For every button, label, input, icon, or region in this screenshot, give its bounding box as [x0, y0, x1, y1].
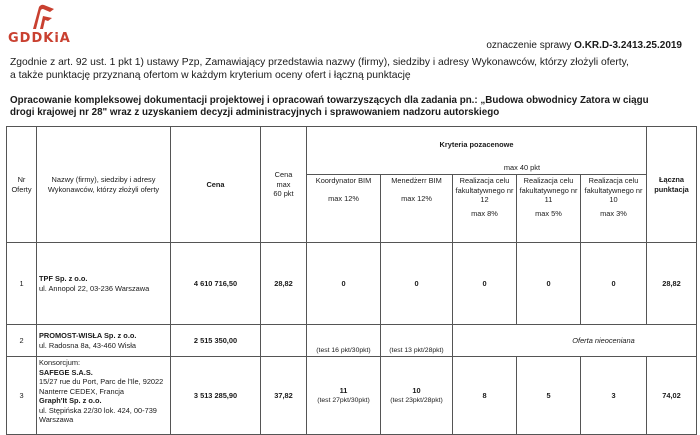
price-points-cell: 28,82 — [261, 243, 307, 325]
table-row — [7, 357, 697, 435]
header-price: Cena — [171, 127, 261, 243]
bim-manager-cell: 10 (test 23pkt/28pkt) — [381, 357, 453, 435]
offer-status: Oferta nieoceniana — [453, 325, 697, 357]
bidder-name: Graph'It Sp. z o.o. — [39, 396, 102, 405]
intro-line: Zgodnie z art. 92 ust. 1 pkt 1) ustawy Pzp, Zamawiający przedstawia nazwy (firmy), siedziby i adresy Wykonawców, którzy złożyli oferty, — [10, 57, 629, 68]
row-nr: 3 — [7, 357, 37, 435]
optional-goal-11-cell: 5 — [517, 357, 581, 435]
price-cell: 3 513 285,90 — [171, 357, 261, 435]
header-price-max: Cena max 60 pkt — [261, 127, 307, 243]
header-bim-manager: Menedżerr BIM max 12% — [381, 175, 453, 243]
total-cell: 28,82 — [647, 243, 697, 325]
total-cell: 74,02 — [647, 357, 697, 435]
bidder-cell — [37, 357, 171, 435]
bidder-cell — [37, 325, 171, 357]
intro-line: a także punktację przyznaną ofertom w każdym kryterium oceny ofert i łączną punktację — [10, 70, 411, 81]
bidder-address: ul. Stępińska 22/30 lok. 424, 00-739 — [39, 405, 157, 415]
price-points-cell: 37,82 — [261, 357, 307, 435]
bidder-name: TPF Sp. z o.o. — [39, 274, 88, 283]
header-optional-goal-11: Realizacja celu fakultatywnego nr 11 max 5% — [517, 175, 581, 243]
bidder-address: ul. Annopol 22, 03-236 Warszawa — [39, 283, 150, 293]
contract-subject — [10, 95, 700, 119]
case-reference-number: O.KR.D-3.2413.25.2019 — [574, 40, 682, 51]
row-nr: 2 — [7, 325, 37, 357]
header-optional-goal-12: Realizacja celu fakultatywnego nr 12 max 8% — [453, 175, 517, 243]
gddkia-logo — [8, 4, 78, 44]
subject-line: drogi krajowej nr 28" wraz z uzyskaniem decyzji administracyjnych i sprawowaniem nadzoru autorskiego — [10, 107, 500, 118]
optional-goal-12-cell: 8 — [453, 357, 517, 435]
header-optional-goal-10: Realizacja celu fakultatywnego nr 10 max 3% — [581, 175, 647, 243]
header-names: Nazwy (firmy), siedziby i adresy Wykonawców, którzy złożyli oferty — [37, 127, 171, 243]
bidder-address: Warszawa — [39, 415, 74, 424]
optional-goal-11-cell: 0 — [517, 243, 581, 325]
header-nr: Nr Oferty — [7, 127, 37, 243]
price-cell: 2 515 350,00 — [171, 325, 261, 357]
row-nr: 1 — [7, 243, 37, 325]
logo-text: GDDKiA — [8, 31, 71, 46]
bidder-name: PROMOST-WISŁA Sp. z o.o. — [39, 331, 137, 340]
offers-table — [6, 126, 697, 435]
consortium-label: Konsorcjum: — [39, 358, 81, 367]
bidder-address: 15/27 rue du Port, Parc de l'Ile, 92022 — [39, 377, 164, 386]
road-logo-icon — [30, 4, 56, 30]
bim-coordinator-cell: 11 (test 27pkt/30pkt) — [307, 357, 381, 435]
bim-coordinator-cell: 0 — [307, 243, 381, 325]
price-points-cell — [261, 325, 307, 357]
optional-goal-12-cell: 0 — [453, 243, 517, 325]
bidder-address: ul. Radosna 8a, 43-460 Wisła — [39, 340, 136, 350]
table-row — [7, 325, 697, 357]
bidder-name: SAFEGE S.A.S. — [39, 367, 93, 377]
header-total: Łączna punktacja — [647, 127, 697, 243]
optional-goal-10-cell: 3 — [581, 357, 647, 435]
bim-coordinator-note: (test 16 pkt/30pkt) — [307, 325, 381, 357]
header-bim-coordinator: Koordynator BIM max 12% — [307, 175, 381, 243]
case-reference — [486, 40, 682, 51]
bim-manager-cell: 0 — [381, 243, 453, 325]
intro-paragraph — [10, 56, 690, 82]
price-cell: 4 610 716,50 — [171, 243, 261, 325]
bidder-cell — [37, 243, 171, 325]
subject-line: Opracowanie kompleksowej dokumentacji projektowej i opracowań towarzyszących dla zadania pn.: „Budowa obwodnicy Zatora w ciągu — [10, 95, 649, 106]
case-reference-label: oznaczenie sprawy — [486, 40, 572, 51]
header-criteria-max: max 40 pkt — [307, 162, 647, 175]
header-criteria: Kryteria pozacenowe — [307, 127, 647, 162]
bim-manager-note: (test 13 pkt/28pkt) — [381, 325, 453, 357]
bidder-address: Nanterre CEDEX, Francja — [39, 386, 125, 396]
optional-goal-10-cell: 0 — [581, 243, 647, 325]
table-row — [7, 243, 697, 325]
